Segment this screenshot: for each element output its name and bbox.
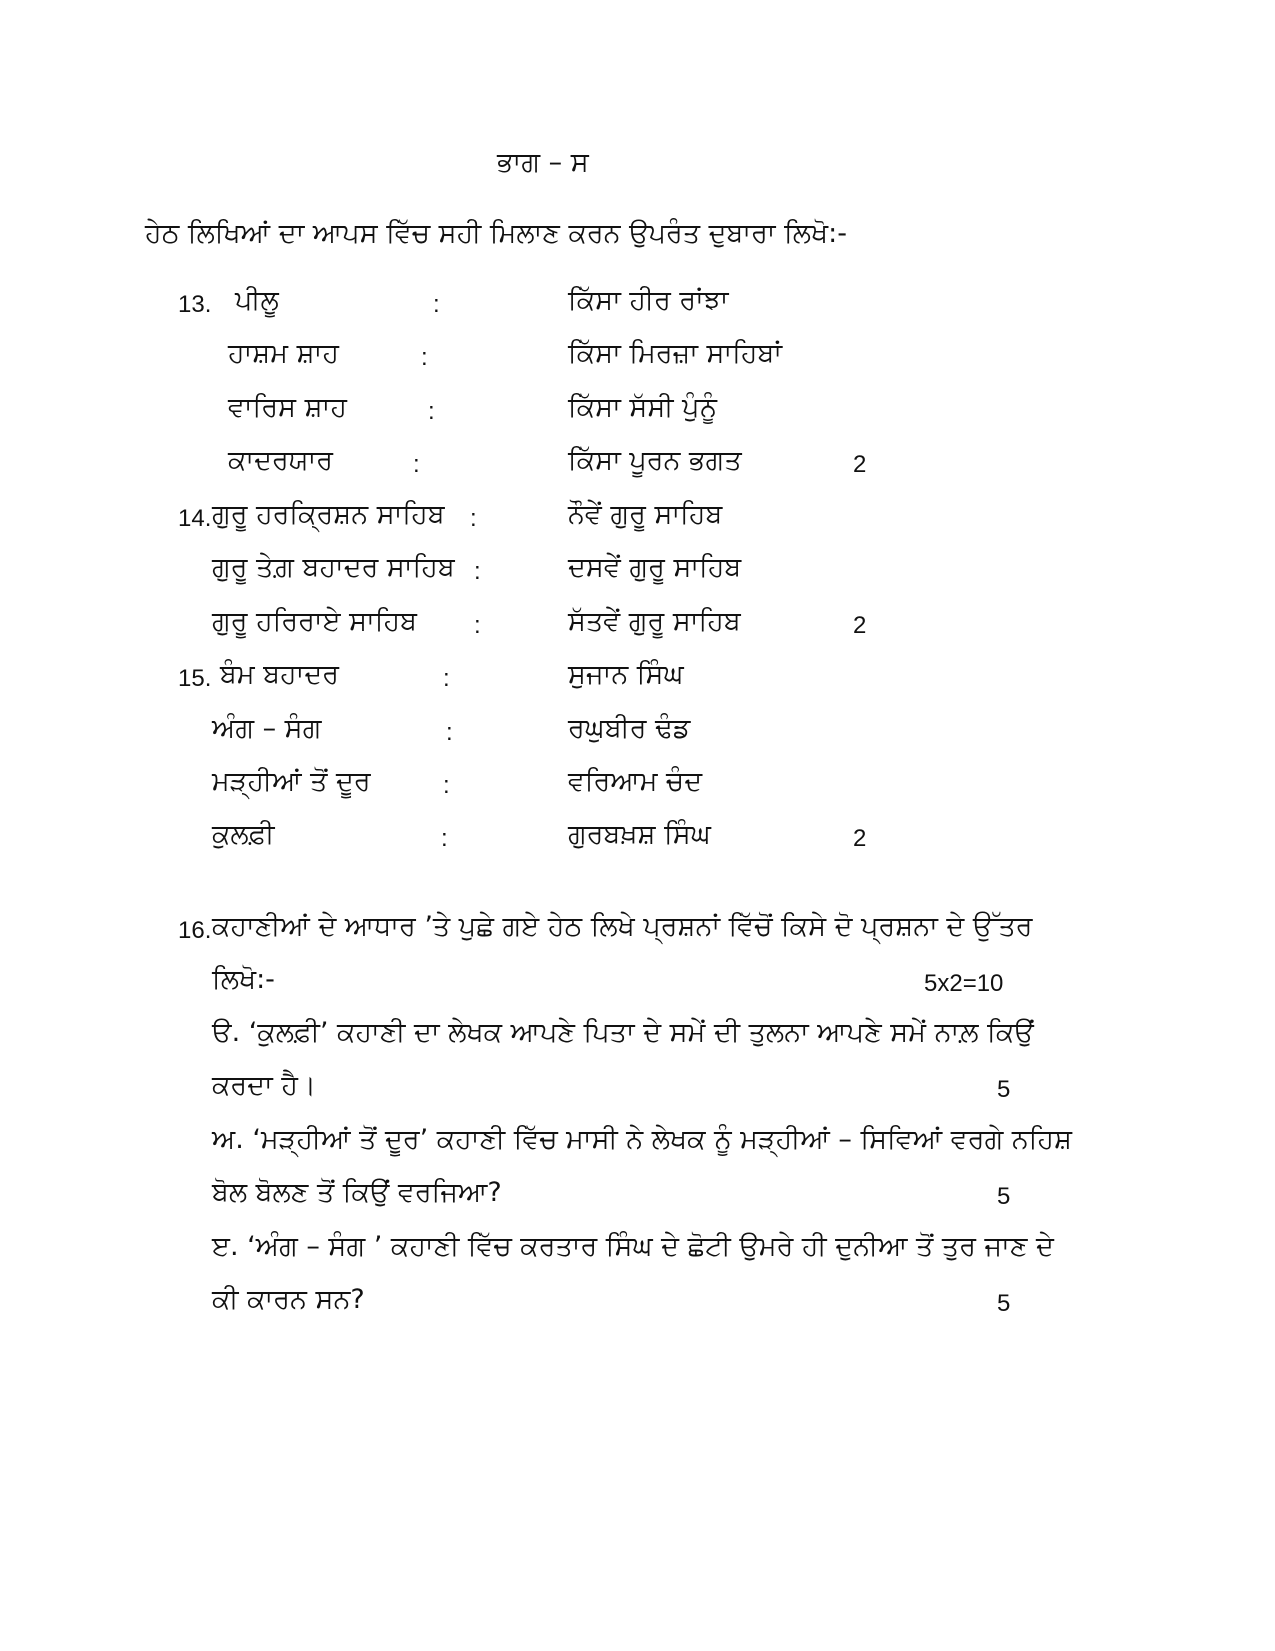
- match-separator: :: [443, 772, 450, 799]
- match-right-item: ਕਿੱਸਾ ਮਿਰਜ਼ਾ ਸਾਹਿਬਾਂ: [568, 338, 782, 369]
- match-left-item: ਵਾਰਿਸ ਸ਼ਾਹ: [228, 392, 347, 423]
- match-right-item: ਕਿੱਸਾ ਹੀਰ ਰਾਂਝਾ: [568, 285, 729, 316]
- match-separator: :: [428, 398, 435, 425]
- match-left-item: ਬੰਮ ਬਹਾਦਰ: [220, 659, 339, 690]
- question-marks: 5x2=10: [924, 970, 1004, 997]
- match-right-item: ਰਘੁਬੀਰ ਢੰਡ: [568, 713, 691, 744]
- match-left-item: ਪੀਲੂ: [235, 285, 279, 316]
- match-right-item: ਦਸਵੇਂ ਗੁਰੂ ਸਾਹਿਬ: [568, 552, 742, 583]
- match-left-item: ਗੁਰੂ ਹਰਕ੍ਰਿਸ਼ਨ ਸਾਹਿਬ: [212, 499, 445, 530]
- match-separator: :: [443, 665, 450, 692]
- match-separator: :: [474, 612, 481, 639]
- instruction-text: ਹੇਠ ਲਿਖਿਆਂ ਦਾ ਆਪਸ ਵਿੱਚ ਸਹੀ ਮਿਲਾਣ ਕਰਨ ਉਪਰੰਤ ਦੁਬਾਰਾ ਲਿਖੋ:-: [145, 218, 848, 249]
- match-right-item: ਗੁਰਬਖ਼ਸ਼ ਸਿੰਘ: [568, 819, 711, 850]
- subquestion-text-continued: ਕੀ ਕਾਰਨ ਸਨ?: [212, 1284, 365, 1315]
- subquestion-marks: 5: [997, 1290, 1011, 1317]
- subquestion-text: ਅ. ‘ਮੜ੍ਹੀਆਂ ਤੋਂ ਦੂਰ’ ਕਹਾਣੀ ਵਿੱਚ ਮਾਸੀ ਨੇ ਲੇਖਕ ਨੂੰ ਮੜ੍ਹੀਆਂ – ਸਿਵਿਆਂ ਵਰਗੇ ਨਹਿਸ਼: [212, 1124, 1072, 1155]
- match-right-item: ਵਰਿਆਮ ਚੰਦ: [568, 766, 703, 797]
- match-separator: :: [433, 291, 440, 318]
- subquestion-text: ੲ. ‘ਅੰਗ – ਸੰਗ ’ ਕਹਾਣੀ ਵਿੱਚ ਕਰਤਾਰ ਸਿੰਘ ਦੇ ਛੋਟੀ ਉਮਰੇ ਹੀ ਦੁਨੀਆ ਤੋਂ ਤੁਰ ਜਾਣ ਦੇ: [212, 1231, 1054, 1262]
- match-right-item: ਕਿੱਸਾ ਸੱਸੀ ਪੁੰਨੂੰ: [568, 392, 718, 423]
- match-right-item: ਸੁਜਾਨ ਸਿੰਘ: [568, 659, 684, 690]
- match-left-item: ਗੁਰੂ ਹਰਿਰਾਏ ਸਾਹਿਬ: [212, 606, 417, 637]
- question-marks: 2: [853, 825, 867, 852]
- subquestion-text-continued: ਬੋਲ ਬੋਲਣ ਤੋਂ ਕਿਉਂ ਵਰਜਿਆ?: [212, 1177, 502, 1208]
- subquestion-text-continued: ਕਰਦਾ ਹੈ।: [212, 1070, 317, 1101]
- match-left-item: ਹਾਸ਼ਮ ਸ਼ਾਹ: [228, 338, 339, 369]
- question-marks: 2: [853, 612, 867, 639]
- section-heading: ਭਾਗ – ਸ: [497, 147, 589, 178]
- question-marks: 2: [853, 451, 867, 478]
- match-separator: :: [446, 719, 453, 746]
- question-number: 14.: [178, 505, 212, 532]
- match-separator: :: [474, 558, 481, 585]
- question-number: 13.: [178, 291, 212, 318]
- match-separator: :: [441, 825, 448, 852]
- match-left-item: ਮੜ੍ਹੀਆਂ ਤੋਂ ਦੂਰ: [212, 766, 371, 797]
- subquestion-marks: 5: [997, 1183, 1011, 1210]
- match-separator: :: [470, 505, 477, 532]
- question-number: 16.: [178, 917, 212, 944]
- question-prompt: ਕਹਾਣੀਆਂ ਦੇ ਆਧਾਰ ’ਤੇ ਪੁਛੇ ਗਏ ਹੇਠ ਲਿਖੇ ਪ੍ਰਸ਼ਨਾਂ ਵਿੱਚੋਂ ਕਿਸੇ ਦੋ ਪ੍ਰਸ਼ਨਾ ਦੇ ਉੱਤਰ: [212, 911, 1033, 942]
- match-left-item: ਅੰਗ – ਸੰਗ: [212, 713, 322, 744]
- question-prompt-continued: ਲਿਖੋ:-: [212, 964, 275, 995]
- question-number: 15.: [178, 665, 212, 692]
- match-left-item: ਗੁਰੂ ਤੇਗ਼ ਬਹਾਦਰ ਸਾਹਿਬ: [212, 552, 455, 583]
- match-right-item: ਸੱਤਵੇਂ ਗੁਰੂ ਸਾਹਿਬ: [568, 606, 741, 637]
- subquestion-text: ੳ. ‘ਕੁਲਫ਼ੀ’ ਕਹਾਣੀ ਦਾ ਲੇਖਕ ਆਪਣੇ ਪਿਤਾ ਦੇ ਸਮੇਂ ਦੀ ਤੁਲਨਾ ਆਪਣੇ ਸਮੇਂ ਨਾਲ਼ ਕਿਉਂ: [212, 1017, 1034, 1048]
- match-right-item: ਨੌਵੇਂ ਗੁਰੂ ਸਾਹਿਬ: [568, 499, 723, 530]
- match-left-item: ਕੁਲਫ਼ੀ: [212, 819, 275, 850]
- match-separator: :: [421, 344, 428, 371]
- match-right-item: ਕਿੱਸਾ ਪੂਰਨ ਭਗਤ: [568, 445, 742, 476]
- match-separator: :: [413, 451, 420, 478]
- subquestion-marks: 5: [997, 1076, 1011, 1103]
- match-left-item: ਕਾਦਰਯਾਰ: [228, 445, 334, 476]
